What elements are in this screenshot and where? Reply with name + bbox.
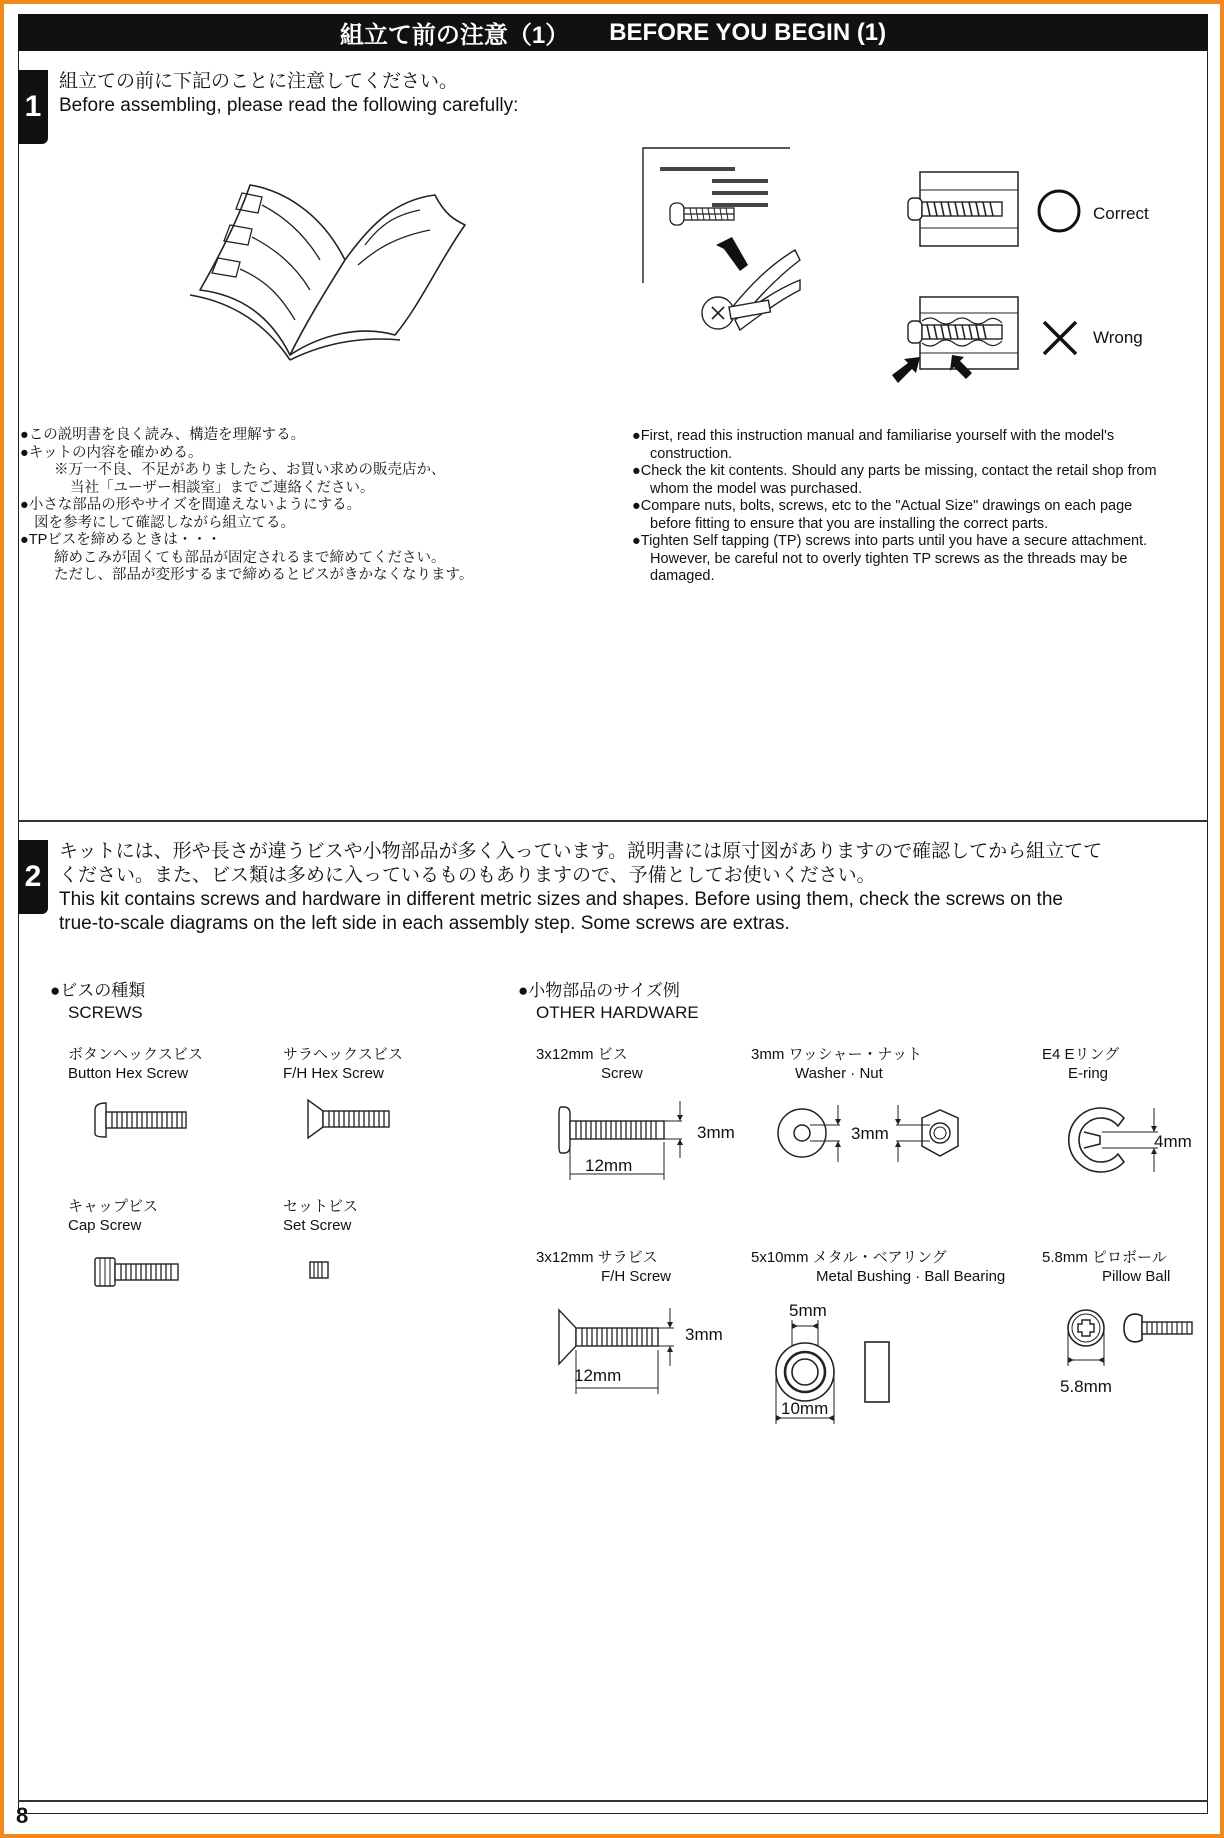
screw-cap-label (68, 1197, 158, 1235)
step-1-notes-en (632, 428, 1212, 586)
step-1-badge: 1 (18, 70, 48, 144)
screws-title-en: SCREWS (68, 1003, 143, 1022)
screw-set-jp: セットビス (283, 1198, 359, 1215)
hw-bearing-label (751, 1248, 1005, 1286)
screw-set-en: Set Screw (283, 1217, 352, 1234)
hw-washer-dim1: 3mm (851, 1124, 889, 1143)
button-hex-screw-icon (92, 1100, 192, 1140)
wrong-screw-diagram (890, 295, 1020, 390)
screw-fh-hex-label (283, 1045, 403, 1083)
hw-fh-screw-dim1: 3mm (685, 1325, 723, 1344)
hw-bearing-dim1: 5mm (789, 1301, 827, 1320)
note-jp-8: 締めこみが固くても部品が固定されるまで締めてください。 (54, 549, 446, 566)
note-jp-9: ただし、部品が変形するまで締めるとビスがきかなくなります。 (54, 567, 474, 583)
wrong-label: Wrong (1093, 328, 1143, 347)
correct-circle-icon (1037, 189, 1081, 233)
section-header (18, 14, 1208, 51)
section-divider (18, 820, 1208, 822)
screw-set-label (283, 1197, 358, 1235)
note-jp-1: ●この説明書を良く読み、構造を理解する。 (20, 427, 306, 443)
screw-button-hex-label (68, 1045, 203, 1083)
screws-title (50, 980, 145, 1024)
correct-screw-diagram (905, 170, 1020, 250)
note-en-6: before fitting to ensure that you are installing the correct parts. (650, 515, 1049, 532)
footer-divider (18, 1800, 1208, 1802)
manual-book-illustration (180, 165, 480, 365)
hw-ering-label (1042, 1045, 1119, 1083)
tp-screw-illustration (640, 145, 800, 375)
screws-title-jp: ●ビスの種類 (50, 981, 146, 1000)
hardware-title (518, 980, 699, 1024)
hw-fh-screw-label (536, 1248, 671, 1286)
wrong-x-icon (1040, 318, 1080, 358)
hw-screw-en: Screw (601, 1065, 643, 1082)
note-jp-3: ※万一不良、不足がありましたら、お買い求めの販売店か、 (54, 462, 446, 478)
hw-ering-dim1: 4mm (1154, 1132, 1192, 1151)
hardware-title-en: OTHER HARDWARE (536, 1003, 699, 1022)
note-en-8: However, be careful not to overly tighten TP screws as the threads may be (650, 550, 1128, 567)
header-title-jp: 組立て前の注意（1） (339, 22, 570, 49)
hw-fh-screw-dim2: 12mm (574, 1366, 622, 1385)
hw-fh-screw-en: F/H Screw (601, 1268, 672, 1285)
screw-cap-en: Cap Screw (68, 1217, 142, 1234)
hw-ering-jp: E4 Eリング (1042, 1046, 1120, 1063)
step-2-badge: 2 (18, 840, 48, 914)
hw-screw-jp: 3x12mm ビス (536, 1046, 628, 1063)
hw-screw-dim1: 3mm (697, 1123, 735, 1142)
note-en-9: damaged. (650, 568, 715, 584)
step-1-intro-en: Before assembling, please read the following carefully: (59, 95, 519, 116)
step-2-intro-jp-1: キットには、形や長さが違うビスや小物部品が多く入っています。説明書には原寸図がありますので確認してから組立てて (59, 841, 1103, 862)
note-jp-7: ●TPビスを締めるときは・・・ (20, 532, 222, 548)
note-en-7: ●Tighten Self tapping (TP) screws into parts until you have a secure attachment. (632, 533, 1148, 549)
set-screw-icon (308, 1260, 332, 1280)
note-en-3: ●Check the kit contents. Should any parts be missing, contact the retail shop from (632, 463, 1157, 479)
header-title-en: BEFORE YOU BEGIN (1) (609, 18, 887, 46)
fh-hex-screw-icon (305, 1097, 395, 1141)
screw-fh-hex-jp: サラヘックスビス (283, 1046, 403, 1063)
hw-pillow-label (1042, 1248, 1170, 1286)
hw-washer-en: Washer · Nut (795, 1065, 883, 1082)
step-2-intro-jp-2: ください。また、ビス類は多めに入っているものもありますので、予備としてお使いください。 (59, 865, 876, 886)
hw-ering-en: E-ring (1068, 1065, 1109, 1082)
screw-cap-jp: キャップビス (68, 1198, 159, 1215)
hw-pillow-dim1: 5.8mm (1060, 1377, 1112, 1396)
step-2-intro-en-2: true-to-scale diagrams on the left side in each assembly step. Some screws are extras. (59, 913, 790, 934)
hw-bearing-en: Metal Bushing · Ball Bearing (816, 1268, 1006, 1285)
step-2-intro-en-1: This kit contains screws and hardware in different metric sizes and shapes. Before using them, check the screws on the (59, 889, 1063, 910)
hw-pillow-en: Pillow Ball (1102, 1268, 1171, 1285)
cap-screw-icon (92, 1255, 182, 1289)
note-jp-5: ●小さな部品の形やサイズを間違えないようにする。 (20, 497, 362, 513)
correct-label: Correct (1093, 204, 1149, 223)
note-en-4: whom the model was purchased. (650, 480, 862, 497)
hardware-title-jp: ●小物部品のサイズ例 (518, 981, 680, 1000)
note-en-2: construction. (650, 445, 733, 462)
hw-bearing-jp: 5x10mm メタル・ベアリング (751, 1249, 947, 1266)
screw-button-hex-jp: ボタンヘックスビス (68, 1046, 203, 1063)
page-number: 8 (16, 1803, 29, 1828)
hw-washer-label (751, 1045, 922, 1083)
step-1-intro (59, 70, 518, 118)
screw-button-hex-en: Button Hex Screw (68, 1065, 189, 1082)
hw-bearing-dim2: 10mm (781, 1399, 829, 1418)
step-1-intro-jp: 組立ての前に下記のことに注意してください。 (59, 71, 459, 92)
hw-pillow-ball-icon (1062, 1300, 1200, 1380)
note-en-1: ●First, read this instruction manual and familiarise yourself with the model's (632, 428, 1115, 444)
screw-fh-hex-en: F/H Hex Screw (283, 1065, 384, 1082)
hw-screw-dim2: 12mm (585, 1156, 633, 1175)
note-en-5: ●Compare nuts, bolts, screws, etc to the "Actual Size" drawings on each page (632, 498, 1133, 514)
hw-screw-label (536, 1045, 643, 1083)
hw-fh-screw-jp: 3x12mm サラビス (536, 1249, 658, 1266)
step-2-intro (59, 840, 1102, 936)
hw-washer-jp: 3mm ワッシャー・ナット (751, 1046, 923, 1063)
note-jp-2: ●キットの内容を確かめる。 (20, 444, 203, 461)
note-jp-6: 図を参考にして確認しながら組立てる。 (34, 514, 295, 531)
hw-pillow-jp: 5.8mm ピロボール (1042, 1249, 1167, 1266)
note-jp-4: 当社「ユーザー相談室」までご連絡ください。 (70, 479, 375, 496)
step-1-notes-jp (20, 427, 620, 585)
